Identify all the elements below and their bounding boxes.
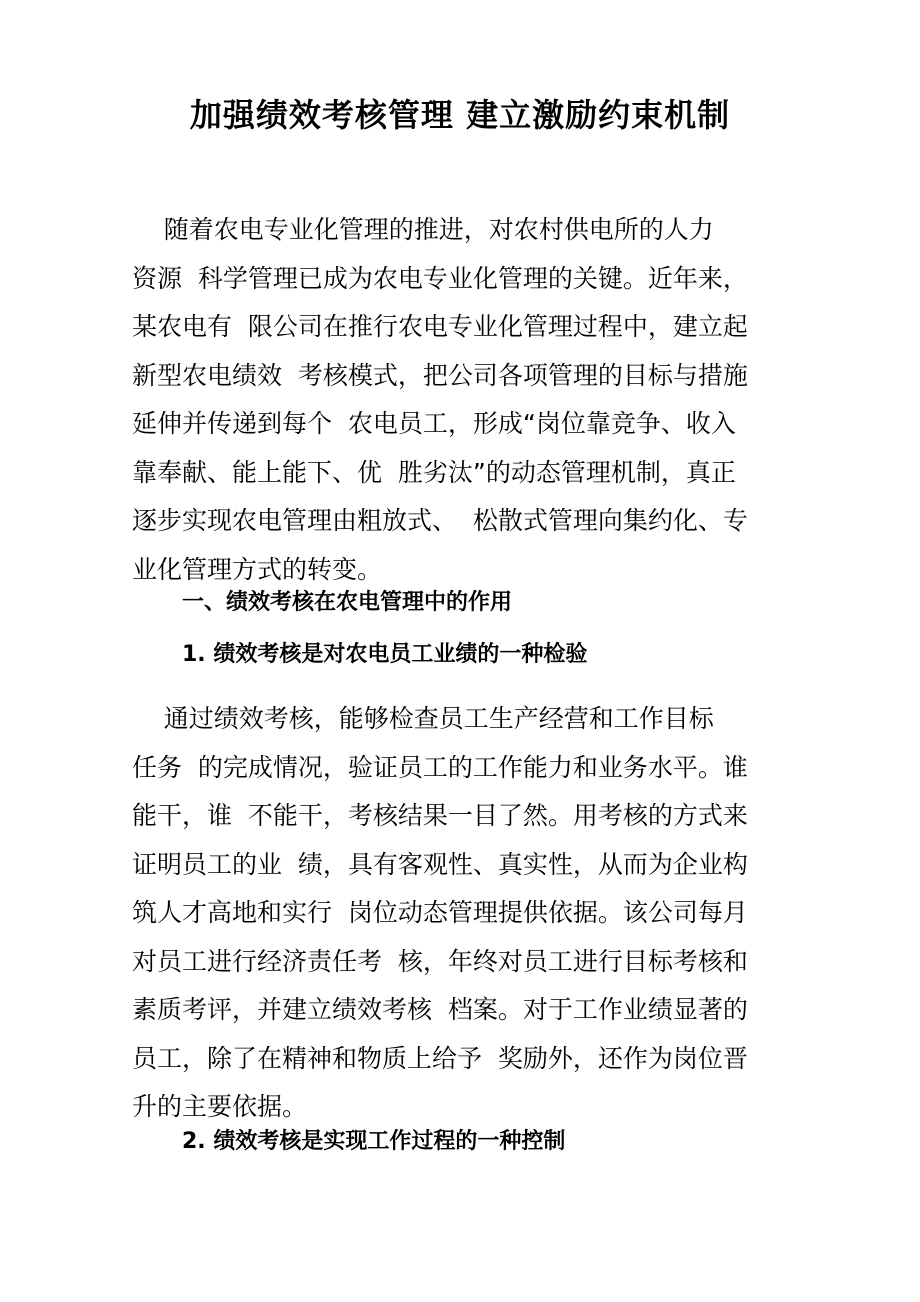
section-heading: 一、绩效考核在农电管理中的作用 (182, 590, 513, 615)
intro-line: 延伸并传递到每个 农电员工，形成“岗位靠竞争、收入 (132, 409, 736, 438)
subsection1-line: 员工，除了在精神和物质上给予 奖励外，还作为岗位晋 (132, 1043, 748, 1073)
subsection-heading: 1. 绩效考核是对农电员工业绩的一种检验 (182, 642, 588, 667)
subsection1-line: 能干，谁 不能干，考核结果一目了然。用考核的方式来 (132, 801, 748, 830)
intro-line: 某农电有 限公司在推行农电专业化管理过程中，建立起 (132, 312, 748, 341)
subsection1-line: 对员工进行经济责任考 核，年终对员工进行目标考核和 (132, 946, 748, 976)
subsection-heading: 2. 绩效考核是实现工作过程的一种控制 (182, 1129, 566, 1154)
intro-line: 业化管理方式的转变。 (132, 554, 383, 584)
intro-line: 逐步实现农电管理由粗放式、 松散式管理向集约化、专 (132, 506, 748, 535)
subsection1-line: 素质考评，并建立绩效考核 档案。对于工作业绩显著的 (132, 995, 748, 1024)
subsection1-line: 任务 的完成情况，验证员工的工作能力和业务水平。谁 (132, 752, 748, 782)
intro-paragraph (132, 206, 792, 594)
document-title: 加强绩效考核管理 建立激励约束机制 (189, 96, 731, 134)
subsection1-paragraph (132, 695, 792, 1132)
intro-line: 新型农电绩效 考核模式，把公司各项管理的目标与措施 (132, 360, 748, 390)
subsection1-line: 证明员工的业 绩，具有客观性、真实性，从而为企业构 (132, 849, 748, 879)
subsection1-line: 升的主要依据。 (132, 1092, 308, 1121)
intro-line: 资源 科学管理已成为农电专业化管理的关键。近年来， (132, 263, 748, 293)
intro-line: 随着农电专业化管理的推进，对农村供电所的人力 (132, 215, 714, 244)
subsection1-line: 通过绩效考核，能够检查员工生产经营和工作目标 (132, 704, 714, 733)
subsection1-line: 筑人才高地和实行 岗位动态管理提供依据。该公司每月 (132, 898, 748, 927)
intro-line: 靠奉献、能上能下、优 胜劣汰”的动态管理机制，真正 (132, 457, 736, 487)
